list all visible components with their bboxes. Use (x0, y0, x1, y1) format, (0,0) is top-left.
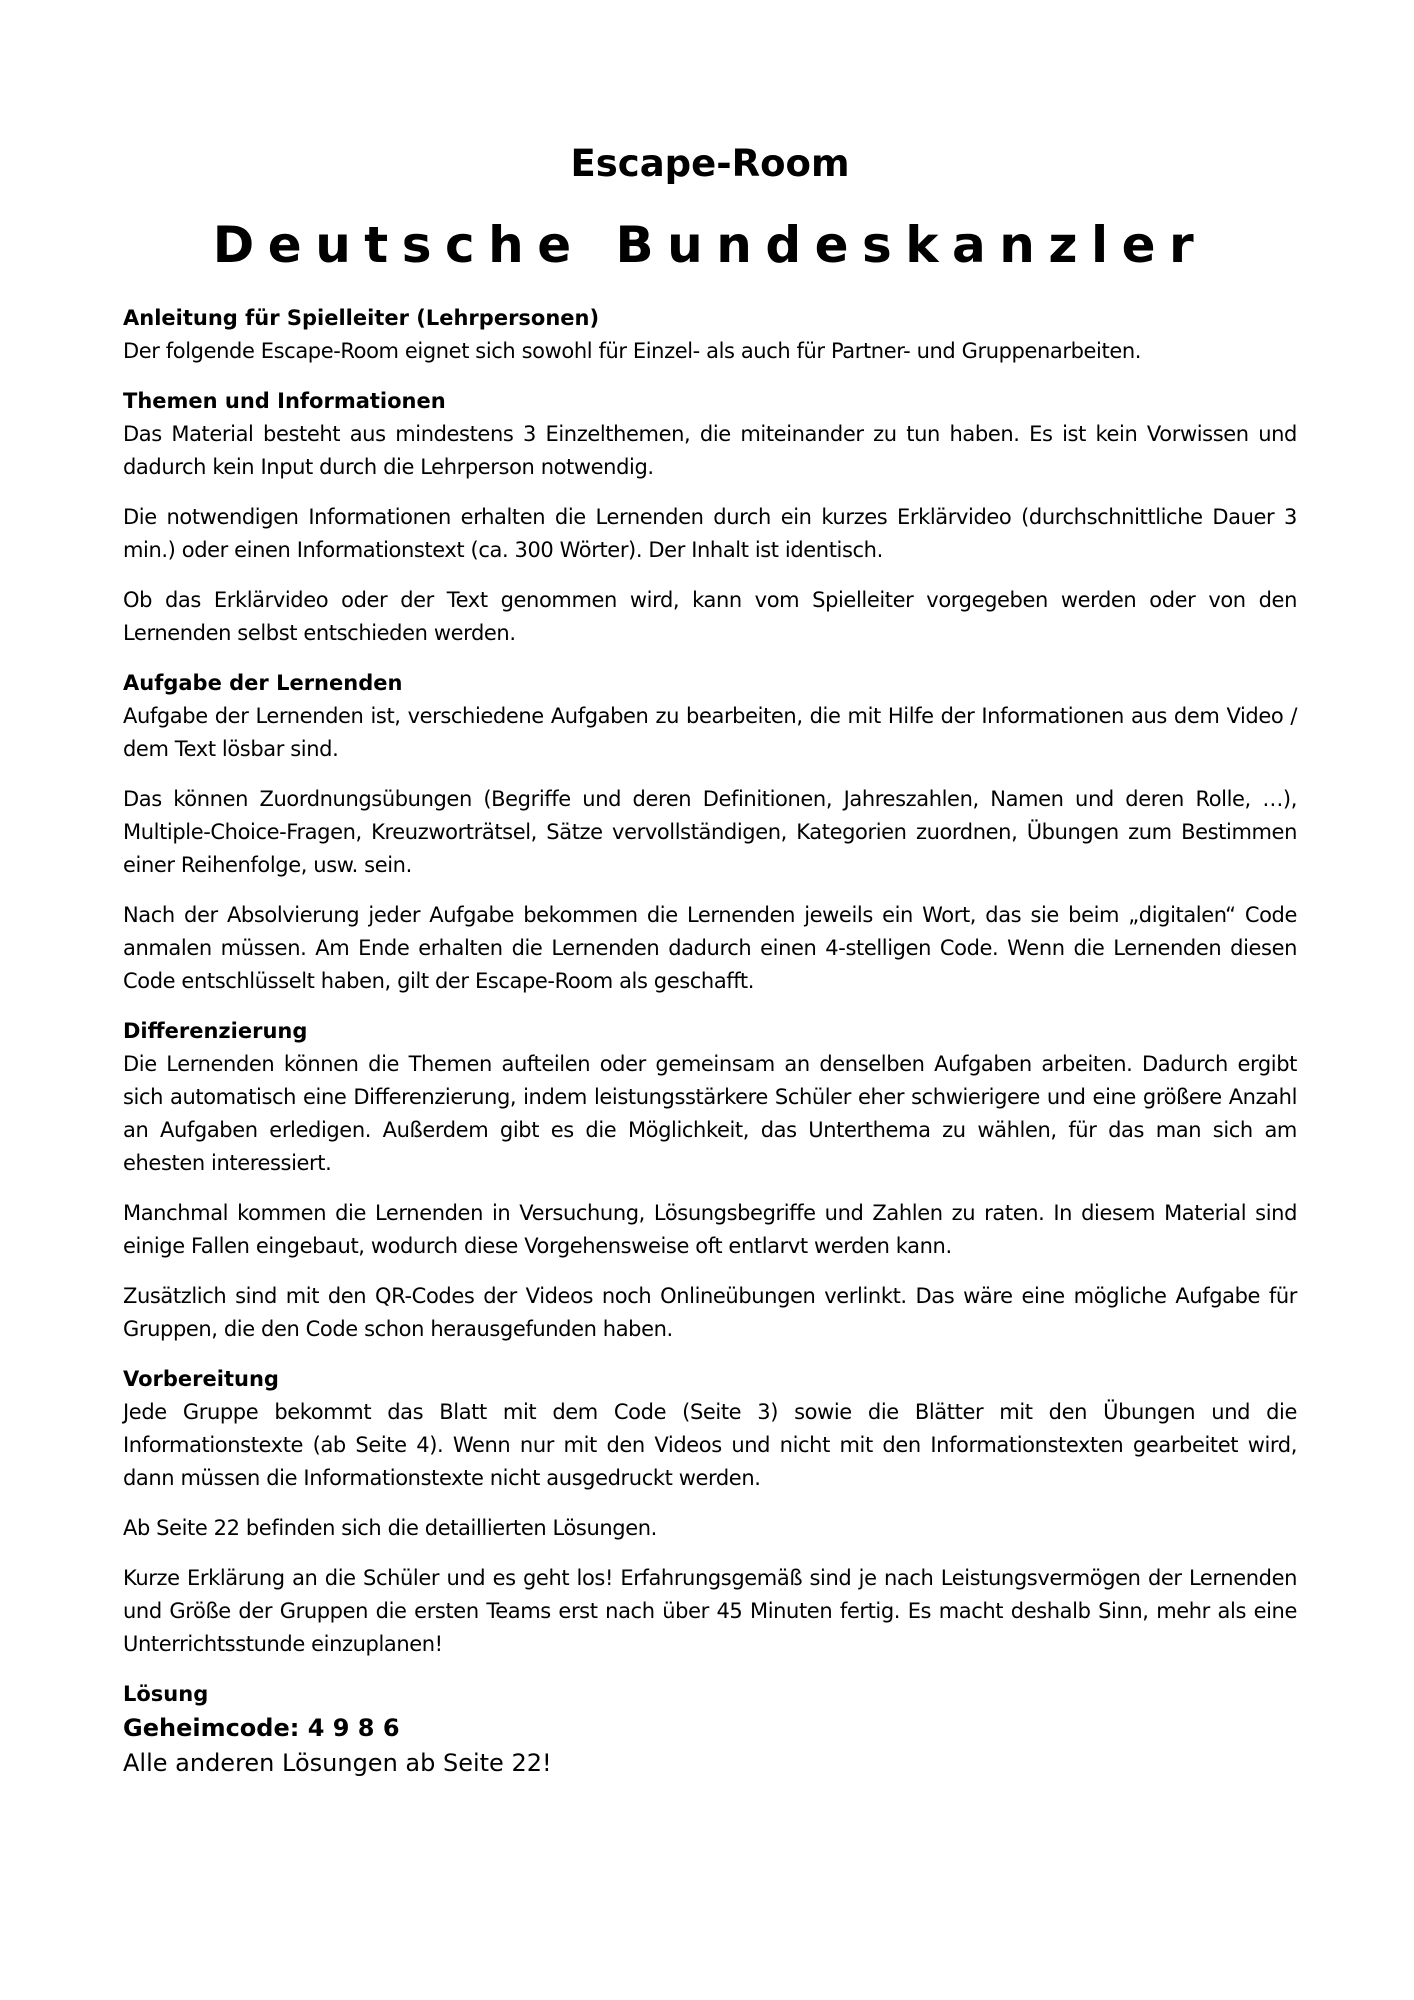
document-page (123, 140, 1297, 1781)
section-heading: Differenzierung (123, 1019, 308, 1043)
solution-heading: Lösung (123, 1682, 209, 1706)
paragraph: Ob das Erklärvideo oder der Text genommen wird, kann vom Spielleiter vorgegeben werden oder von den Lernenden selbst entschieden werden. (123, 588, 1297, 645)
paragraph: Manchmal kommen die Lernenden in Versuchung, Lösungsbegriffe und Zahlen zu raten. In diesem Material sind einige Fallen eingebaut, wodurch diese Vorgehensweise oft entlarvt werden kann. (123, 1201, 1297, 1258)
section-heading: Anleitung für Spielleiter (Lehrpersonen) (123, 306, 600, 330)
paragraph: Das können Zuordnungsübungen (Begriffe und deren Definitionen, Jahreszahlen, Namen und deren Rolle, …), Multiple-Choice-Fragen, Kreuzworträtsel, Sätze vervollständigen, Kategorien zuordnen, Übungen zum Bestimmen einer Reihenfolge, usw. sein. (123, 787, 1297, 877)
secret-code: Geheimcode: 4 9 8 6 (123, 1714, 400, 1742)
paragraph: Zusätzlich sind mit den QR-Codes der Videos noch Onlineübungen verlinkt. Das wäre eine mögliche Aufgabe für Gruppen, die den Code schon herausgefunden haben. (123, 1284, 1297, 1341)
solution-note: Alle anderen Lösungen ab Seite 22! (123, 1749, 552, 1777)
section-learner-task (123, 667, 1297, 998)
paragraph: Die notwendigen Informationen erhalten die Lernenden durch ein kurzes Erklärvideo (durchschnittliche Dauer 3 min.) oder einen Informationstext (ca. 300 Wörter). Der Inhalt ist identisch. (123, 505, 1297, 562)
section-heading: Vorbereitung (123, 1367, 279, 1391)
section-heading: Aufgabe der Lernenden (123, 671, 403, 695)
paragraph: Die Lernenden können die Themen aufteilen oder gemeinsam an denselben Aufgaben arbeiten. Dadurch ergibt sich automatisch eine Differenzierung, indem leistungsstärkere Schüler eher schwierigere und eine größere Anzahl an Aufgaben erledigen. Außerdem gibt es die Möglichkeit, das Unterthema zu wählen, für das man sich am ehesten interessiert. (123, 1052, 1297, 1175)
paragraph: Aufgabe der Lernenden ist, verschiedene Aufgaben zu bearbeiten, die mit Hilfe der Informationen aus dem Video / dem Text lösbar sind. (123, 704, 1297, 761)
paragraph: Jede Gruppe bekommt das Blatt mit dem Code (Seite 3) sowie die Blätter mit den Übungen und die Informationstexte (ab Seite 4). Wenn nur mit den Videos und nicht mit den Informationstexten gearbeitet wird, dann müssen die Informationstexte nicht ausgedruckt werden. (123, 1400, 1297, 1490)
paragraph: Kurze Erklärung an die Schüler und es geht los! Erfahrungsgemäß sind je nach Leistungsvermögen der Lernenden und Größe der Gruppen die ersten Teams erst nach über 45 Minuten fertig. Es macht deshalb Sinn, mehr als eine Unterrichtsstunde einzuplanen! (123, 1566, 1297, 1656)
paragraph: Das Material besteht aus mindestens 3 Einzelthemen, die miteinander zu tun haben. Es ist kein Vorwissen und dadurch kein Input durch die Lehrperson notwendig. (123, 422, 1297, 479)
section-preparation (123, 1363, 1297, 1661)
paragraph: Der folgende Escape-Room eignet sich sowohl für Einzel- als auch für Partner- und Gruppenarbeiten. (123, 339, 1142, 363)
paragraph: Nach der Absolvierung jeder Aufgabe bekommen die Lernenden jeweils ein Wort, das sie beim „digitalen“ Code anmalen müssen. Am Ende erhalten die Lernenden dadurch einen 4-stelligen Code. Wenn die Lernenden diesen Code entschlüsselt haben, gilt der Escape-Room als geschafft. (123, 903, 1297, 993)
section-heading: Themen und Informationen (123, 389, 446, 413)
section-topics (123, 385, 1297, 650)
section-differentiation (123, 1015, 1297, 1346)
section-solution (123, 1678, 1297, 1781)
document-title: Deutsche Bundeskanzler (212, 216, 1208, 274)
section-instructions (123, 302, 1297, 368)
document-supertitle: Escape-Room (570, 142, 850, 185)
paragraph: Ab Seite 22 befinden sich die detaillierten Lösungen. (123, 1516, 657, 1540)
